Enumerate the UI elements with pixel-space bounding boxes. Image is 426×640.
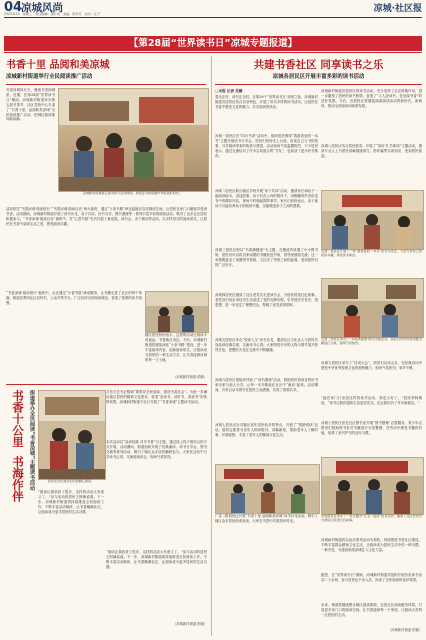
left-body-1: 活动依托“书香凉城·阅读悦行”“书香凉城·阅读百宫”两大板块，通过“十条书路”串连起辖区各类阅读空间，让居民在家门口便能享受到书香。活动期间，凉城新村街道开展了读书沙龙、亲子共读、好书分享、图书漂流等一系列丰富多彩的阅读活动，吸引了众多社区居民积极参与。“书香凉城·阅读百宫”板块中，在“心香书屋”先后开展了童话屋、读书会、亲子阅读等活动，以多样形式的阅读形式，让居民在书香中品味生活之美，感受阅读乐趣。 bbox=[6, 207, 207, 226]
right-col1-p9: 广灵二路居民区开展“书香十里 品阅和美凉城”读书沙龙活动，吸引了辖区众多居民前来参加，大家在书香中共度美好时光。 bbox=[215, 514, 318, 523]
left-bottom-photo-caption: 居民在社区阅读空间里静心阅读。 bbox=[47, 479, 95, 483]
left-photo-2-image bbox=[146, 292, 208, 332]
right-byline: （凉城新村街道 供稿） bbox=[387, 628, 422, 632]
right-col2-p4: “能在家门口参加这样的读书活动，真是太好了。”居民李阿姨说，“读书让我的退休生活更加充实，也让我结识了许多新朋友。” bbox=[321, 396, 422, 405]
right-col2-p7: 据悉，在“世界读书日”期间，凉城新村街道共组织开展各类读书活动二十余场，参与居民达千余人次，形成了全民阅读的良好氛围。 bbox=[321, 573, 422, 582]
left-section-rule bbox=[6, 384, 207, 385]
column-divider bbox=[211, 56, 212, 636]
left-byline: （凉城新村街道 供稿） bbox=[172, 375, 207, 379]
right-photo-1-caption: 文清一居民区开展了一场“最喜爱的一本书”读书交流会，大家分享自己喜爱的书籍，讲述读书体会。 bbox=[321, 249, 422, 258]
right-col1-p3: 凉城二居民区联合辖区学校开展“亲子共读”活动，邀请家长和孩子一起阅读绘本、讲述故事。孩子们在父母的陪伴下，用稚嫩的声音讲述书中的精彩内容，现场不时响起阵阵掌声。家长们纷纷表示，亲子阅读不仅能培养孩子的阅读兴趣，还能增进亲子之间的感情。 bbox=[215, 189, 318, 208]
right-col1-p5: 凉城四居民区邀请了社区老党员走进读书会，为居民讲述红色故事。老党员们用亲身经历生动讲述了党的光辉历程，引导居民学党史、悟思想，进一步坚定了理想信念，厚植了爱党爱国情怀。 bbox=[215, 293, 318, 307]
right-col2-p5: 凉城十居民区依托社区图书室开展“图书整理”志愿服务，青少年志愿者们帮助图书室对书籍进行分类整理，在劳动中感受书籍的价值，培养了爱书护书的良好习惯。 bbox=[321, 421, 422, 435]
right-headline: 共建书香社区 同享读书之乐 bbox=[253, 59, 384, 71]
masthead bbox=[0, 0, 426, 18]
right-col2-p6: 凉城新村街道将以此次系列活动为契机，持续推进书香社区建设，不断丰富群众精神文化生活，让阅读成为居民生活中的一种习惯、一种享受，为建设和美凉城注入文化力量。 bbox=[321, 538, 422, 552]
left-photo-2 bbox=[145, 291, 209, 333]
right-col2-p1: 凉城新村街道各居民区的读书活动，充分发挥了社区阵地作用，进一步激发了居民的读书热情，营造了“人人爱读书、处处闻书香”的良好氛围。今后，各居民区将继续探索阅读活动的新形式、新载体，推动全民阅读向纵深发展。 bbox=[321, 89, 422, 108]
right-photo-2 bbox=[321, 278, 424, 338]
right-photo-2-caption: 文清二居民区举办了“书香满楼道”图书交换活动，居民们纷纷带来闲置书籍进行交换，现场气氛热烈。 bbox=[321, 337, 422, 346]
right-lead-label: □本报 记者 吴静 bbox=[215, 89, 243, 93]
left-body-3: 辖区居民纷纷表示，这样的活动让阅读不再遥远，书香就在身边。今后，凉城新村街道将继续深化“十条书路”建设，进一步丰富阅读内容，创新阅读形式，让阅读成为居民的一种生活方式，让书香浸润凉城的每一寸土地。 bbox=[145, 333, 207, 362]
left-bottom-body-3: “阅读让我收获了很多，这样的活动太有意义了。”参与活动的居民王阿姨说道。下一步，凉城新村街道将持续推进全民阅读工作，不断丰富活动载体，让书香飘满社区，让阅读成为更多居民的生活习惯。 bbox=[38, 490, 104, 514]
vertical-headline-2: 书海作伴 bbox=[11, 456, 25, 502]
banner-title: 【第28届“世界读书日”凉城专题报道】 bbox=[128, 38, 298, 49]
left-bottom-body-3b: “阅读让我收获了很多，这样的活动太有意义了。”参与活动的居民王阿姨说道。下一步，凉城新村街道将持续推进全民阅读工作，不断丰富活动载体，让书香飘满社区，让阅读成为更多居民的生活习惯。 bbox=[106, 550, 207, 569]
left-bottom-byline: （凉城新村街道 供稿） bbox=[172, 622, 207, 626]
left-headline: 书香十里 品阅和美凉城 bbox=[6, 60, 110, 71]
left-bottom-photo-image bbox=[39, 391, 105, 479]
masthead-rule bbox=[4, 17, 422, 18]
left-photo bbox=[58, 88, 209, 192]
right-col1-p7: 凉城六居民区则组织开展了“读书漂流”活动，鼓励居民将读过的好书拿出来与他人分享，让每一本书都能在社区中“流动”起来。活动期间，共有百余本图书在居民之间漂流，实现了资源共享。 bbox=[215, 378, 318, 392]
left-intro: 书香凉城四月天，暖意书香润城里。近期，在第28届“世界读书日”期间，凉城新村街道举办第五届书香节，社区党校中心半道了“书香十里，品阅和美凉城”全民阅读推广活动，把城区阅读推向新高潮。 bbox=[6, 88, 55, 122]
right-photo-2-image bbox=[322, 279, 423, 337]
left-bottom-photo bbox=[38, 390, 106, 480]
right-col1-p6: 凉城五居民区举办“悦读人生”读书沙龙，邀请社区文化达人与居民共同品读经典名著，交流读书心得。大家围绕书中的人物与情节展开热烈讨论，思想的火花在交流中不断碰撞。 bbox=[215, 338, 318, 352]
left-body-2: “书香凉城·阅读悦行”板块中，社区通过“小香书屋”流动服务，让书籍走进了社区的每个角落。街道还利用社区宣传栏、公众号等平台，广泛宣传全民阅读理念，营造了浓厚的读书氛围。 bbox=[6, 291, 142, 305]
right-headline-rule bbox=[215, 84, 422, 85]
vertical-subheadline: 街道举办全民阅读“书香凉城”主题读书活动 bbox=[29, 390, 35, 491]
left-photo-caption: 凉城新村街道第五届书香节活动现场，居民在书香氛围中共度美好时光。 bbox=[83, 191, 182, 195]
right-photo-3-image bbox=[322, 458, 423, 514]
right-bottom-left-photo bbox=[215, 464, 320, 514]
page-number: 04 bbox=[4, 0, 23, 15]
right-photo-1 bbox=[321, 190, 424, 250]
left-bottom-body-1: 习近平总书记强调“要倡导全民阅读，建设书香社会”。为进一步满足辖区居民的精神文化需求，营造“爱读书、读好书、善读书”的浓厚氛围，凉城新村街道于近日开展了“书香凉城”主题读书活动。 bbox=[106, 390, 207, 404]
masthead-brand: 凉城·社区报 bbox=[373, 4, 422, 14]
right-col1-p4: 凉城三居民区则以“书香满楼道”为主题，在楼道内设置了小小图书角，居民们可以将自家闲置的书籍放进书角，供邻里借阅交流。这一举措既盘活了闲置图书资源，又拉近了邻里之间的距离，受到居民们的广泛好评。 bbox=[215, 248, 318, 267]
right-col1-p1: 春光正好，读书正当时。在第28个“世界读书日”到来之际，凉城新村街道各居民区结合自身特色，开展了形式多样的读书活动，让居民在书香中感受文化的魅力，共享阅读的快乐。 bbox=[215, 95, 318, 109]
right-col1-p2: 凉城一居民区在“四月书香”活动中，组织居民围绕“我最喜爱的一本书”主题开展读书分享会。居民们纷纷走上台前，讲述自己与书的故事，分享阅读带来的收获与感悟。活动现场气氛温馨热烈，不少居民表示，通过交流结识了许多志同道合的“书友”，也收获了更多好书推荐。 bbox=[215, 134, 318, 158]
right-col1-p8: 凉城七居民区针对辖区老年居民较多的特点，开展了“银龄悦读”活动，组织志愿者为老年人朗读报刊、讲解新知，帮助老年人了解时事、开阔视野，丰富了老年人的精神文化生活。 bbox=[215, 423, 318, 437]
right-photo-1-image bbox=[322, 191, 423, 249]
right-bottom-left-photo-image bbox=[216, 465, 319, 513]
right-col2-p2: 凉城八居民区结合居民需求，开展了“读好书 学新知”主题活动，邀请专业人士为居民讲解健康养生、防诈骗等实用知识，受到居民欢迎。 bbox=[321, 144, 422, 158]
right-photo-3 bbox=[321, 457, 424, 515]
left-photo-image bbox=[59, 89, 208, 191]
masthead-meta: 2023.5.10 星期三 责任编辑：诸小凤 美编：陈华芳 校对：汪子 bbox=[4, 12, 101, 16]
banner-underline bbox=[4, 52, 422, 53]
left-headline-rule bbox=[6, 84, 206, 85]
banner bbox=[4, 36, 422, 51]
left-subheadline: 凉城新村街道举行全民阅读推广活动 bbox=[6, 74, 93, 80]
right-photo-3-caption: 水电居民区举办了一场主题为“红书一起读”读书活动，邀请了社区老党员为居民们讲述红色故事。 bbox=[321, 514, 422, 523]
vertical-headline-1: 书香十公里 bbox=[11, 390, 25, 448]
right-col2-p3: 凉城九居民区举办了“诗词大会”，居民们以诗会友，在经典诗词中感受中华优秀传统文化的独特魅力，现场气氛热烈，掌声不断。 bbox=[321, 361, 422, 370]
left-bottom-body-2: 本次活动以“品读经典 共享书香”为主题，通过线上线下相结合的方式开展。活动期间，街道组织开展了经典诵读、读书分享会、图书交换等系列活动，吸引了辖区众多居民踊跃参与。大家在活动中分享读书心得，交流阅读体会，现场气氛热烈。 bbox=[106, 440, 207, 459]
right-subheadline: 凉城各居民区开展丰富多彩的读书活动 bbox=[272, 74, 365, 80]
section-name: 凉城风尚 bbox=[21, 2, 63, 14]
right-col2-p8: 未来，街道将继续整合辖区阅读资源，完善社区阅读服务体系，打造更多家门口的阅读空间，让书香浸润每一个家庭，让阅读点亮每一位居民的生活。 bbox=[321, 603, 422, 617]
